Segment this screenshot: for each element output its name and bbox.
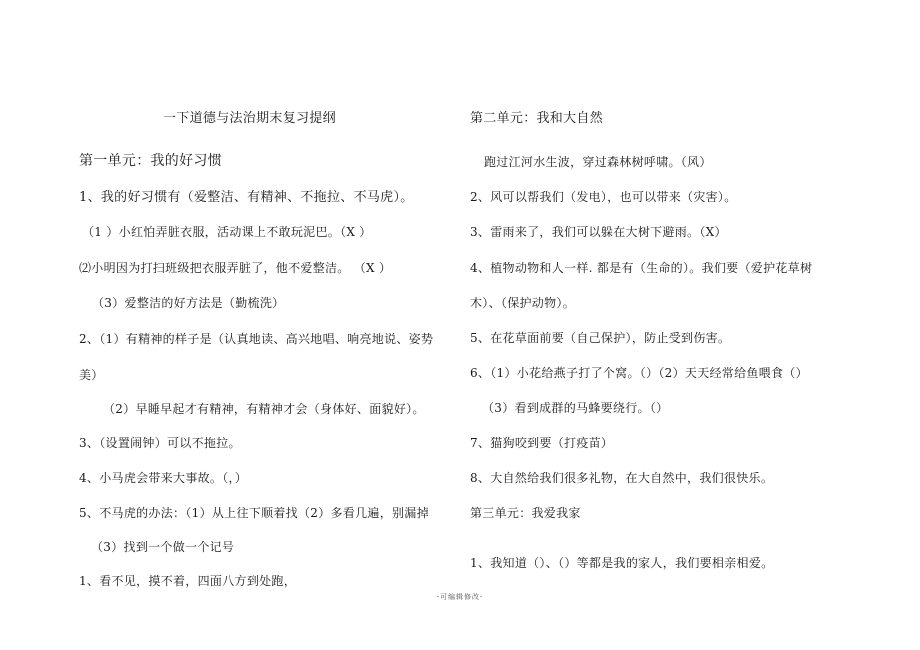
document-title: 一下道德与法治期末复习提纲 (163, 111, 336, 126)
left-line-2: （1 ）小红怕弄脏衣服，活动课上不敢玩泥巴。（X ） (82, 225, 372, 239)
page-footer: -可编辑修改- (436, 593, 484, 601)
right-line-5: 木）、（保护动物）。 (470, 296, 576, 310)
left-line-10: 5、不马虎的办法：（1）从上往下顺着找（2）多看几遍，别漏掉 (79, 506, 429, 520)
right-line-12: 1、我知道（）、（）等都是我的家人，我们要相亲相爱。 (470, 556, 774, 570)
left-line-7: （2）早睡早起才有精神，有精神才会（身体好、面貌好）。 (103, 402, 425, 416)
right-line-8: （3）看到成群的马蜂要绕行。（） (482, 401, 669, 415)
right-line-9: 7、猫狗咬到要（打疫苗） (470, 436, 614, 450)
left-line-1: 1、我的好习惯有（爱整洁、有精神、不拖拉、不马虎）。 (79, 190, 414, 205)
left-line-9: 4、小马虎会带来大事故。（，） (79, 471, 248, 485)
unit1-title: 第一单元：我的好习惯 (79, 153, 222, 169)
left-line-6: 美） (79, 368, 104, 382)
left-line-12: 1、看不见，摸不着，四面八方到处跑， (79, 574, 297, 588)
left-line-4: （3）爱整洁的好方法是（勤梳洗） (92, 296, 285, 310)
left-line-8: 3、（设置闹钟）可以不拖拉。 (79, 436, 241, 450)
unit3-title: 第三单元：我爱我家 (470, 506, 581, 520)
right-line-2: 2、风可以帮我们（发电），也可以带来（灾害）。 (470, 190, 737, 204)
unit2-title: 第二单元：我和大自然 (470, 111, 604, 126)
right-line-1: 跑过江河水生波，穿过森林树呼啸。（风） (484, 155, 712, 169)
left-line-11: （3）找到一个做一个记号 (91, 540, 235, 554)
right-line-3: 3、雷雨来了，我们可以躲在大树下避雨。（X） (470, 225, 727, 239)
right-line-7: 6、（1）小花给燕子打了个窝。（）（2）天天经常给鱼喂食（） (470, 366, 808, 380)
left-line-5: 2、（1）有精神的样子是（认真地读、高兴地唱、响亮地说、姿势 (79, 332, 434, 346)
right-line-10: 8、大自然给我们很多礼物，在大自然中，我们很快乐。 (470, 471, 774, 485)
right-line-4: 4、植物动物和人一样. 都是有（生命的）。我们要（爱护花草树 (470, 261, 813, 275)
left-line-3: ⑵小明因为打扫班级把衣服弄脏了，他不爱整洁。 （X ） (79, 261, 392, 275)
right-line-6: 5、在花草面前要（自己保护），防止受到伤害。 (470, 331, 731, 345)
